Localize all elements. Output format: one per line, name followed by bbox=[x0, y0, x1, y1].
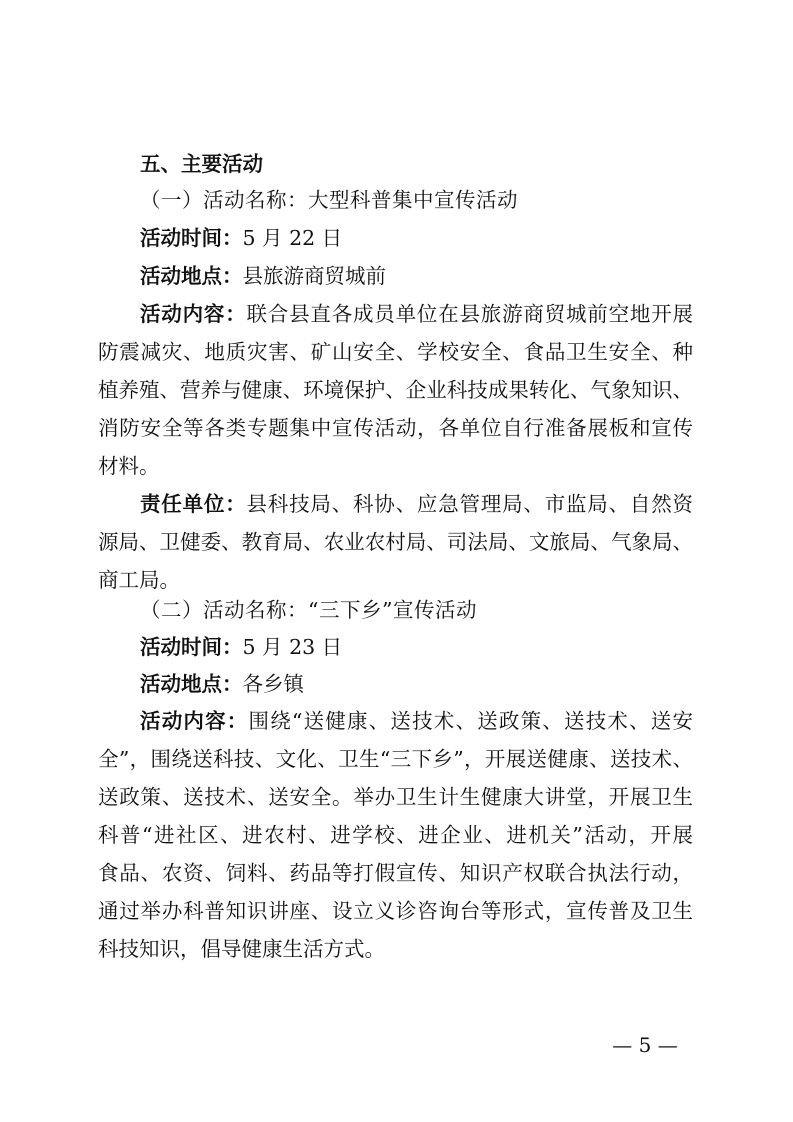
activity2-title: （二）活动名称：“三下乡”宣传活动 bbox=[140, 598, 477, 622]
activity1-content-text: 联合县直各成员单位在县旅游商贸城前空地开展 bbox=[246, 302, 693, 326]
activity1-resp-line: 商工局。 bbox=[98, 568, 180, 592]
page-number: — 5 — bbox=[612, 1033, 678, 1057]
activity2-time bbox=[140, 627, 740, 667]
activity1-place-label: 活动地点： bbox=[140, 264, 243, 288]
activity2-content-label: 活动内容： bbox=[140, 709, 249, 733]
activity2-content-line bbox=[140, 701, 693, 741]
activity2-time-label: 活动时间： bbox=[140, 635, 243, 659]
activity2-content-line: 通过举办科普知识讲座、设立义诊咨询台等形式，宣传普及卫生 bbox=[98, 899, 693, 923]
section-heading: 五、主要活动 bbox=[140, 152, 263, 176]
activity1-resp-line: 源局、卫健委、教育局、农业农村局、司法局、文旅局、气象局、 bbox=[98, 530, 693, 554]
activity1-time-label: 活动时间： bbox=[140, 226, 243, 250]
activity1-time-value: 5 月 22 日 bbox=[242, 226, 343, 250]
activity1-time bbox=[140, 218, 740, 258]
activity2-content-text: 围绕“送健康、送技术、送政策、送技术、送安 bbox=[248, 709, 693, 733]
activity2-content-line: 全”，围绕送科技、文化、卫生“三下乡”，开展送健康、送技术、 bbox=[98, 747, 693, 771]
activity1-content-label: 活动内容： bbox=[140, 302, 247, 326]
activity1-resp-text: 县科技局、科协、应急管理局、市监局、自然资 bbox=[246, 492, 693, 516]
activity2-content-line: 科普“进社区、进农村、进学校、进企业、进机关”活动，开展 bbox=[98, 823, 693, 847]
activity1-place-value: 县旅游商贸城前 bbox=[242, 264, 386, 288]
activity2-content-line: 送政策、送技术、送安全。举办卫生计生健康大讲堂，开展卫生 bbox=[98, 785, 693, 809]
activity1-content-line: 植养殖、营养与健康、环境保护、企业科技成果转化、气象知识、 bbox=[98, 378, 693, 402]
activity2-place-label: 活动地点： bbox=[140, 672, 243, 696]
activity1-content-line: 消防安全等各类专题集中宣传活动，各单位自行准备展板和宣传 bbox=[98, 416, 693, 440]
activity1-content-line: 防震减灾、地质灾害、矿山安全、学校安全、食品卫生安全、种 bbox=[98, 340, 693, 364]
activity1-resp-line bbox=[140, 484, 693, 524]
activity2-content-line: 科技知识，倡导健康生活方式。 bbox=[98, 937, 385, 961]
activity1-content-line: 材料。 bbox=[98, 454, 160, 478]
activity2-place-value: 各乡镇 bbox=[242, 672, 304, 696]
activity1-place bbox=[140, 256, 740, 296]
activity2-place bbox=[140, 664, 740, 704]
activity1-content-line bbox=[140, 294, 693, 334]
activity2-content-line: 食品、农资、饲料、药品等打假宣传、知识产权联合执法行动， bbox=[98, 861, 693, 885]
activity2-time-value: 5 月 23 日 bbox=[242, 635, 343, 659]
activity1-title: （一）活动名称：大型科普集中宣传活动 bbox=[140, 188, 518, 212]
activity1-resp-label: 责任单位： bbox=[140, 492, 247, 516]
